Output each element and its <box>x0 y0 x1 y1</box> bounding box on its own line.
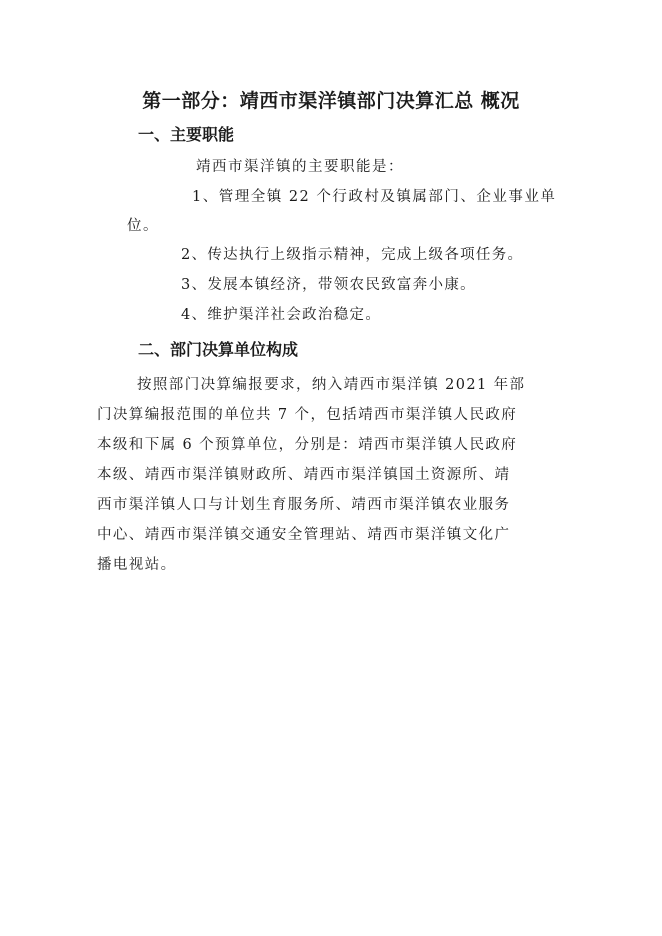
paragraph-line: 门决算编报范围的单位共 7 个，包括靖西市渠洋镇人民政府 <box>97 407 518 423</box>
function-item-2: 2、传达执行上级指示精神，完成上级各项任务。 <box>181 247 524 263</box>
section-heading-main-functions: 一、主要职能 <box>138 125 235 144</box>
paragraph-line: 播电视站。 <box>97 557 177 573</box>
paragraph-line: 按照部门决算编报要求，纳入靖西市渠洋镇 2021 年部 <box>137 377 526 393</box>
functions-intro: 靖西市渠洋镇的主要职能是： <box>196 159 404 175</box>
function-item-1: 1、管理全镇 22 个行政村及镇属部门、企业事业单 <box>192 189 557 205</box>
function-item-3: 3、发展本镇经济，带领农民致富奔小康。 <box>181 277 476 293</box>
unit-composition-paragraph <box>97 370 567 580</box>
function-item-1-continuation: 位。 <box>127 218 159 234</box>
paragraph-line: 中心、靖西市渠洋镇交通安全管理站、靖西市渠洋镇文化广 <box>97 527 511 543</box>
paragraph-line: 本级和下属 6 个预算单位，分别是：靖西市渠洋镇人民政府 <box>97 437 518 453</box>
paragraph-line: 西市渠洋镇人口与计划生育服务所、靖西市渠洋镇农业服务 <box>97 497 511 513</box>
section-heading-unit-composition: 二、部门决算单位构成 <box>138 340 299 359</box>
function-item-4: 4、维护渠洋社会政治稳定。 <box>181 307 382 323</box>
document-title: 第一部分：靖西市渠洋镇部门决算汇总 概况 <box>142 90 520 112</box>
paragraph-line: 本级、靖西市渠洋镇财政所、靖西市渠洋镇国土资源所、靖 <box>97 467 511 483</box>
